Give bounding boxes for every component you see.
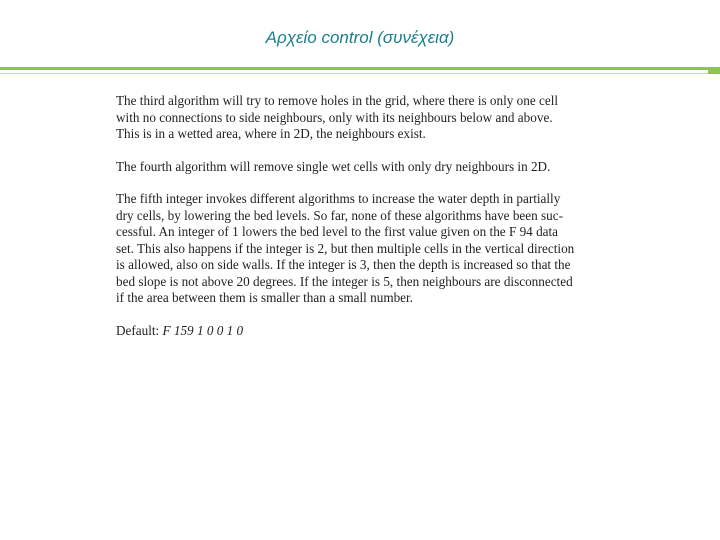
header-divider-thin <box>0 73 720 74</box>
default-line <box>116 323 606 340</box>
paragraph-fifth-integer <box>116 191 606 307</box>
paragraph-third-algorithm <box>116 93 606 143</box>
text-line: cessful. An integer of 1 lowers the bed level to the first value given on the F 94 data <box>116 224 559 239</box>
header-divider-accent <box>708 67 720 74</box>
text-line: The fifth integer invokes different algorithms to increase the water depth in partially <box>116 191 561 206</box>
slide-title: Αρχείο control (συνέχεια) <box>265 28 455 47</box>
text-line: This is in a wetted area, where in 2D, the neighbours exist. <box>116 126 426 141</box>
document-body <box>116 93 606 355</box>
header-divider <box>0 67 720 70</box>
text-line: with no connections to side neighbours, only with its neighbours below and above. <box>116 109 553 125</box>
text-line: dry cells, by lowering the bed levels. So far, none of these algorithms have been suc- <box>116 207 563 223</box>
default-value: F 159 1 0 0 1 0 <box>162 322 244 338</box>
text-line: The third algorithm will try to remove holes in the grid, where there is only one cell <box>116 93 559 108</box>
text-line: is allowed, also on side walls. If the integer is 3, then the depth is increased so that the <box>116 257 571 272</box>
text-line: if the area between them is smaller than a small number. <box>116 290 413 305</box>
paragraph-fourth-algorithm <box>116 159 606 176</box>
text-line: bed slope is not above 20 degrees. If the integer is 5, then neighbours are disconnected <box>116 273 573 289</box>
text-line: set. This also happens if the integer is 2, but then multiple cells in the vertical direction <box>116 240 575 256</box>
default-label: Default: <box>116 322 160 338</box>
text-line: The fourth algorithm will remove single wet cells with only dry neighbours in 2D. <box>116 158 551 174</box>
